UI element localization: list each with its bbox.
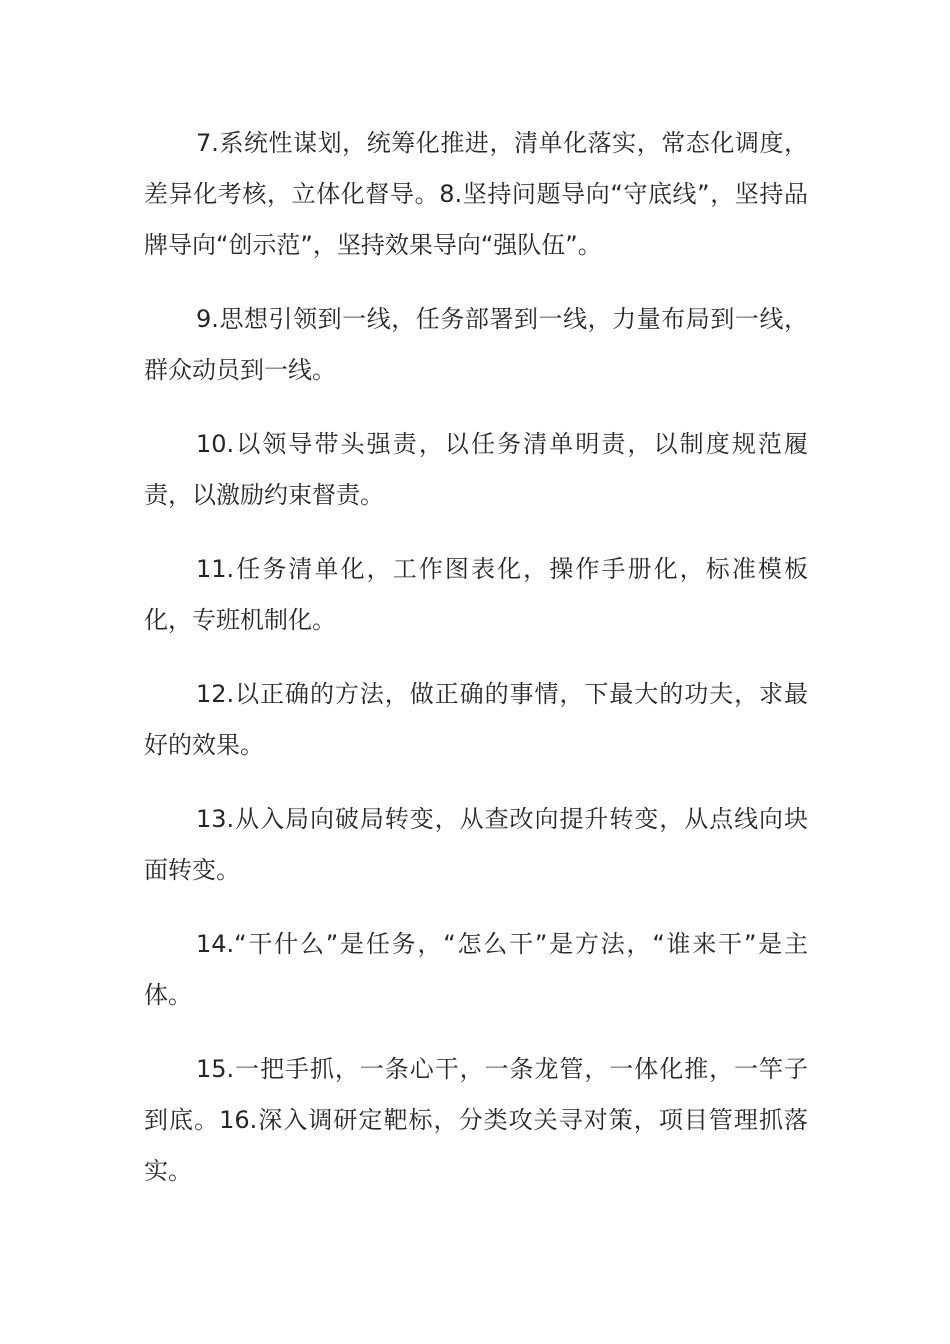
paragraph-9: 9.思想引领到一线，任务部署到一线，力量布局到一线，群众动员到一线。 bbox=[144, 305, 808, 384]
paragraph-7-8: 7.系统性谋划，统筹化推进，清单化落实，常态化调度，差异化考核，立体化督导。8.坚持问题导向“守底线”，坚持品牌导向“创示范”，坚持效果导向“强队伍”。 bbox=[144, 129, 808, 259]
document-body bbox=[144, 118, 808, 1220]
paragraph-15-16: 15.一把手抓，一条心干，一条龙管，一体化推，一竿子到底。16.深入调研定靶标，分类攻关寻对策，项目管理抓落实。 bbox=[144, 1055, 808, 1185]
paragraph-14: 14.“干什么”是任务，“怎么干”是方法，“谁来干”是主体。 bbox=[144, 930, 808, 1009]
paragraph-12: 12.以正确的方法，做正确的事情，下最大的功夫，求最好的效果。 bbox=[144, 680, 808, 759]
paragraph-10: 10.以领导带头强责，以任务清单明责，以制度规范履责，以激励约束督责。 bbox=[144, 430, 808, 509]
paragraph-11: 11.任务清单化，工作图表化，操作手册化，标准模板化，专班机制化。 bbox=[144, 555, 808, 634]
paragraph-13: 13.从入局向破局转变，从查改向提升转变，从点线向块面转变。 bbox=[144, 805, 808, 884]
